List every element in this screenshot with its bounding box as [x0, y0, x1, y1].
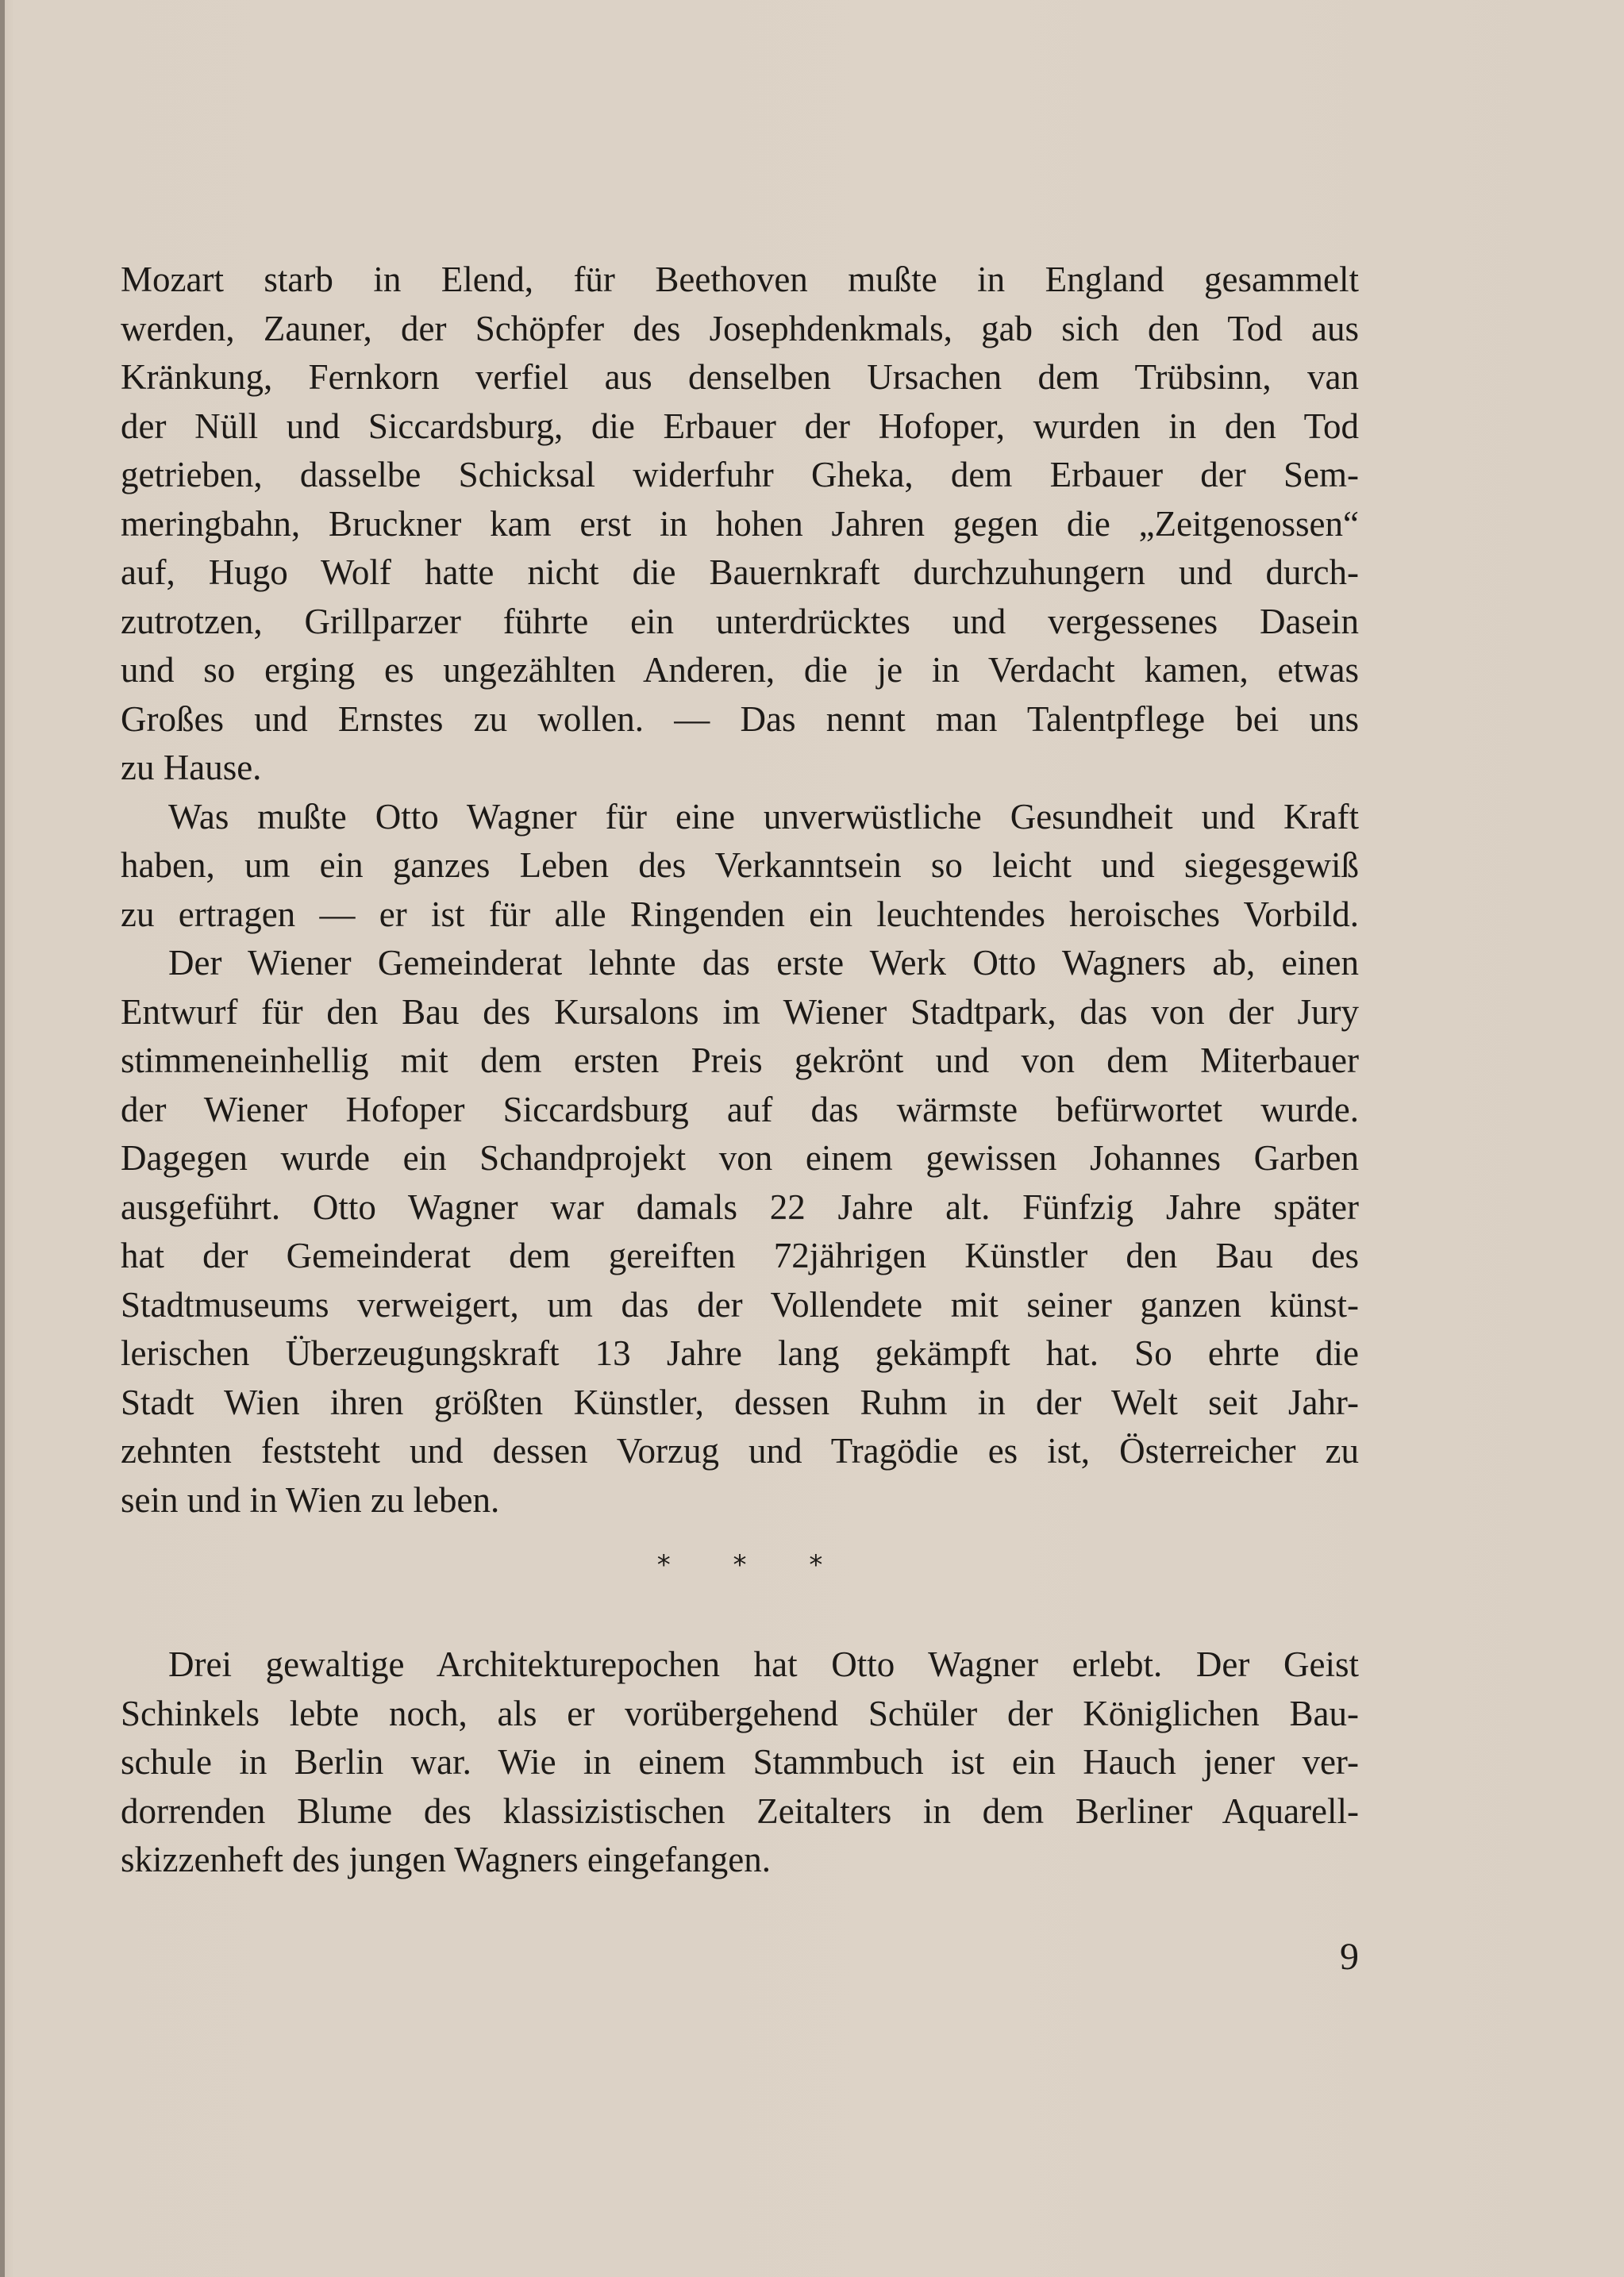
text-line: der Wiener Hofoper Siccardsburg auf das wärmste befürwortet wurde.: [121, 1089, 1359, 1129]
text-line: und so erging es ungezählten Anderen, die je in Verdacht kamen, etwas: [121, 650, 1359, 690]
text-line: der Nüll und Siccardsburg, die Erbauer der Hofoper, wurden in den Tod: [121, 406, 1359, 446]
text-line: lerischen Überzeugungskraft 13 Jahre lang gekämpft hat. So ehrte die: [121, 1333, 1359, 1373]
text-line: hat der Gemeinderat dem gereiften 72jährigen Künstler den Bau des: [121, 1236, 1359, 1275]
text-line: Entwurf für den Bau des Kursalons im Wiener Stadtpark, das von der Jury: [121, 991, 1359, 1032]
section-divider-stars: [121, 1549, 1359, 1581]
text-line: skizzenheft des jungen Wagners eingefangen.: [121, 1840, 771, 1879]
text-line: Der Wiener Gemeinderat lehnte das erste Werk Otto Wagners ab, einen: [168, 943, 1359, 983]
text-line: Mozart starb in Elend, für Beethoven mußte in England gesammelt: [121, 260, 1359, 299]
paragraph-4: [121, 1640, 1359, 1885]
text-line: schule in Berlin war. Wie in einem Stammbuch ist ein Hauch jener ver-: [121, 1742, 1359, 1782]
text-line: meringbahn, Bruckner kam erst in hohen Jahren gegen die „Zeitgenossen“: [121, 503, 1359, 544]
text-line: auf, Hugo Wolf hatte nicht die Bauernkraft durchzuhungern und durch-: [121, 552, 1359, 592]
text-line: Stadt Wien ihren größten Künstler, dessen Ruhm in der Welt seit Jahr-: [121, 1382, 1359, 1422]
text-line: ausgeführt. Otto Wagner war damals 22 Jahre alt. Fünfzig Jahre später: [121, 1187, 1359, 1227]
paragraph-3: [121, 939, 1359, 1525]
section-text: [121, 1640, 1359, 1885]
text-line: haben, um ein ganzes Leben des Verkanntsein so leicht und siegesgewiß: [121, 845, 1359, 885]
text-line: zu Hause.: [121, 748, 262, 787]
text-line: Drei gewaltige Architekturepochen hat Otto Wagner erlebt. Der Geist: [168, 1644, 1359, 1684]
text-line: Großes und Ernstes zu wollen. — Das nennt man Talentpflege bei uns: [121, 698, 1359, 739]
text-line: Stadtmuseums verweigert, um das der Vollendete mit seiner ganzen künst-: [121, 1284, 1359, 1325]
star-glyph: *: [733, 1549, 747, 1581]
main-text: [121, 256, 1359, 1525]
star-glyph: *: [656, 1549, 671, 1581]
text-line: Kränkung, Fernkorn verfiel aus denselben Ursachen dem Trübsinn, van: [121, 357, 1359, 397]
text-line: getrieben, dasselbe Schicksal widerfuhr Gheka, dem Erbauer der Sem-: [121, 455, 1359, 494]
text-line: zehnten feststeht und dessen Vorzug und Tragödie es ist, Österreicher zu: [121, 1431, 1359, 1471]
text-line: Dagegen wurde ein Schandprojekt von einem gewissen Johannes Garben: [121, 1138, 1359, 1178]
text-line: zutrotzen, Grillparzer führte ein unterdrücktes und vergessenes Dasein: [121, 601, 1359, 641]
text-line: Was mußte Otto Wagner für eine unverwüstliche Gesundheit und Kraft: [168, 796, 1359, 837]
text-line: Schinkels lebte noch, als er vorübergehend Schüler der Königlichen Bau-: [121, 1693, 1359, 1733]
star-glyph: *: [809, 1549, 823, 1581]
text-line: zu ertragen — er ist für alle Ringenden ein leuchtendes heroisches Vorbild.: [121, 894, 1359, 934]
page-number: 9: [1340, 1936, 1359, 1978]
page-edge: [0, 0, 5, 2277]
text-line: stimmeneinhellig mit dem ersten Preis gekrönt und von dem Miterbauer: [121, 1040, 1359, 1080]
text-line: dorrenden Blume des klassizistischen Zeitalters in dem Berliner Aquarell-: [121, 1790, 1359, 1831]
paragraph-2: [121, 793, 1359, 940]
paragraph-1: [121, 256, 1359, 793]
text-line: sein und in Wien zu leben.: [121, 1479, 500, 1520]
text-line: werden, Zauner, der Schöpfer des Josephdenkmals, gab sich den Tod aus: [121, 308, 1359, 348]
